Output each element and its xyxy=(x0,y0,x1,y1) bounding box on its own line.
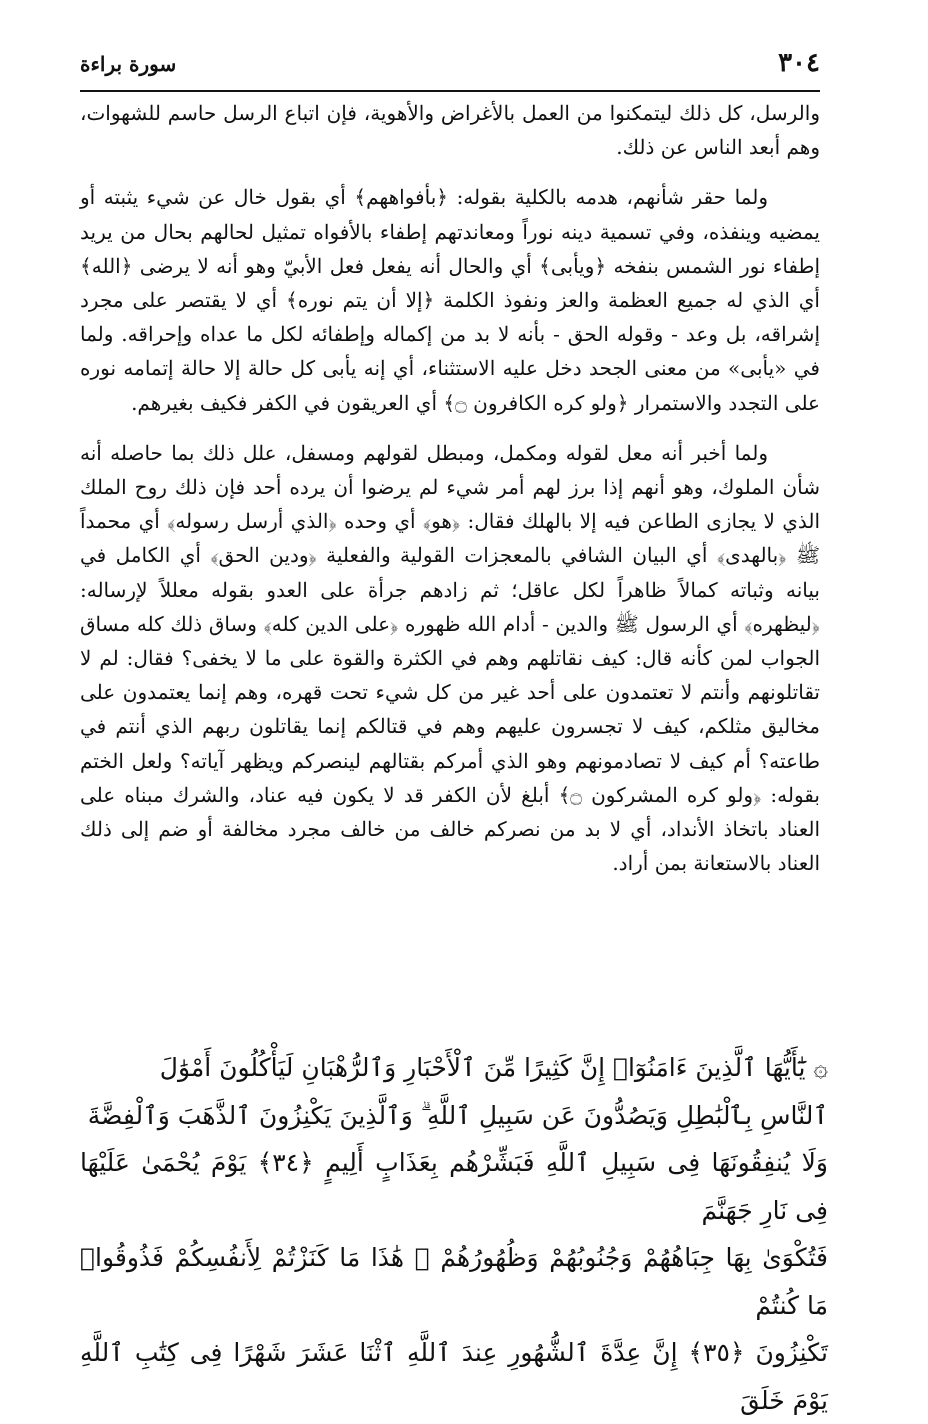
quran-line-1: ۞ يَٰٓأَيُّهَا ٱلَّذِينَ ءَامَنُوٓا۟ إِنَّ كَثِيرًا مِّنَ ٱلْأَحْبَارِ وَٱلرُّهْبَانِ لَيَأْكُلُونَ أَمْوَٰلَ xyxy=(159,1053,828,1082)
quran-line-4: فَتُكْوَىٰ بِهَا جِبَاهُهُمْ وَجُنُوبُهُمْ وَظُهُورُهُمْ ۖ هَٰذَا مَا كَنَزْتُمْ لِأَنفُسِكُمْ فَذُوقُوا۟ مَا كُنتُمْ xyxy=(80,1243,828,1320)
page-header xyxy=(80,44,820,92)
paragraph-2: ولما حقر شأنهم، هدمه بالكلية بقوله: ﴿بأفواههم﴾ أي بقول خال عن شيء يثبته أو يمضيه وينفذه، وفي تسمية دينه نوراً ومعاندتهم إطفاء بالأفواه تمثيل لحالهم بحال من يريد إطفاء نور الشمس بنفخه ﴿ويأبى﴾ أي والحال أنه يفعل فعل الأبيّ وهو أنه لا يرضى ﴿الله﴾ أي الذي له جميع العظمة والعز ونفوذ الكلمة ﴿إلا أن يتم نوره﴾ أي لا يقتصر على مجرد إشراقه، بل وعد - وقوله الحق - بأنه لا بد من إكماله وإطفائه لكل ما عداه وإحراقه. ولما في «يأبى» من معنى الجحد دخل عليه الاستثناء، أي إنه يأبى كل حالة إلا حالة إتمامه نوره على التجدد والاستمرار ﴿ولو كره الكافرون ۝﴾ أي العريقون في الكفر فكيف بغيرهم. xyxy=(80,185,820,415)
quran-verses xyxy=(80,1044,828,1424)
surah-title: سورة براءة xyxy=(80,52,177,76)
quran-line-3: وَلَا يُنفِقُونَهَا فِى سَبِيلِ ٱللَّهِ فَبَشِّرْهُم بِعَذَابٍ أَلِيمٍ ﴿٣٤﴾ يَوْمَ يُحْمَىٰ عَلَيْهَا فِى نَارِ جَهَنَّمَ xyxy=(80,1148,828,1225)
commentary-text xyxy=(80,96,820,880)
quran-line-5: تَكْنِزُونَ ﴿٣٥﴾ إِنَّ عِدَّةَ ٱلشُّهُورِ عِندَ ٱللَّهِ ٱثْنَا عَشَرَ شَهْرًا فِى كِتَٰبِ ٱللَّهِ يَوْمَ خَلَقَ xyxy=(80,1338,828,1415)
paragraph-1: والرسل، كل ذلك ليتمكنوا من العمل بالأغراض والأهوية، فإن اتباع الرسل حاسم للشهوات، وهم أبعد الناس عن ذلك. xyxy=(80,101,820,160)
quran-line-2: ٱلنَّاسِ بِٱلْبَٰطِلِ وَيَصُدُّونَ عَن سَبِيلِ ٱللَّهِ ۗ وَٱلَّذِينَ يَكْنِزُونَ ٱلذَّهَبَ وَٱلْفِضَّةَ xyxy=(87,1100,828,1130)
paragraph-3: ولما أخبر أنه معل لقوله ومكمل، ومبطل لقولهم ومسفل، علل ذلك بما حاصله أنه شأن الملوك، وهو أنهم إذا برز لهم أمر شيء لم يرضوا أن يرده أحد فإن ذلك روح الملك الذي لا يجازى الطاعن فيه إلا بالهلك فقال: ﴿هو﴾ أي وحده ﴿الذي أرسل رسوله﴾ أي محمداً ﷺ ﴿بالهدى﴾ أي البيان الشافي بالمعجزات القولية والفعلية ﴿ودين الحق﴾ أي الكامل في بيانه وثباته كمالاً ظاهراً لكل عاقل؛ ثم زادهم جرأة على العدو بقوله معللاً لإرساله: ﴿ليظهره﴾ أي الرسول ﷺ والدين - أدام الله ظهوره ﴿على الدين كله﴾ وساق ذلك كله مساق الجواب لمن كأنه قال: كيف نقاتلهم وهم في الكثرة والقوة على ما لا يخفى؟ فقال: لم لا تقاتلونهم وأنتم لا تعتمدون على أحد غير من كل شيء تحت قهره، وهم إنما يعتمدون على مخاليق مثلكم، كيف لا تجسرون عليهم وهم في قتالكم إنما يقاتلون ربهم الذي أنتم في طاعته؟ أم كيف لا تصادمونهم وهو الذي أمركم بقتالهم لينصركم ويظهر آياته؟ ولعل الختم بقوله: ﴿ولو كره المشركون ۝﴾ أبلغ لأن الكفر قد لا يكون فيه عناد، والشرك مبناه على العناد باتخاذ الأنداد، أي لا بد من نصركم خالف من خالف مجرد مخالفة أو ضم إلى ذلك العناد بالاستعانة بمن أراد. xyxy=(80,440,820,876)
page-number: ٣٠٤ xyxy=(778,48,820,78)
